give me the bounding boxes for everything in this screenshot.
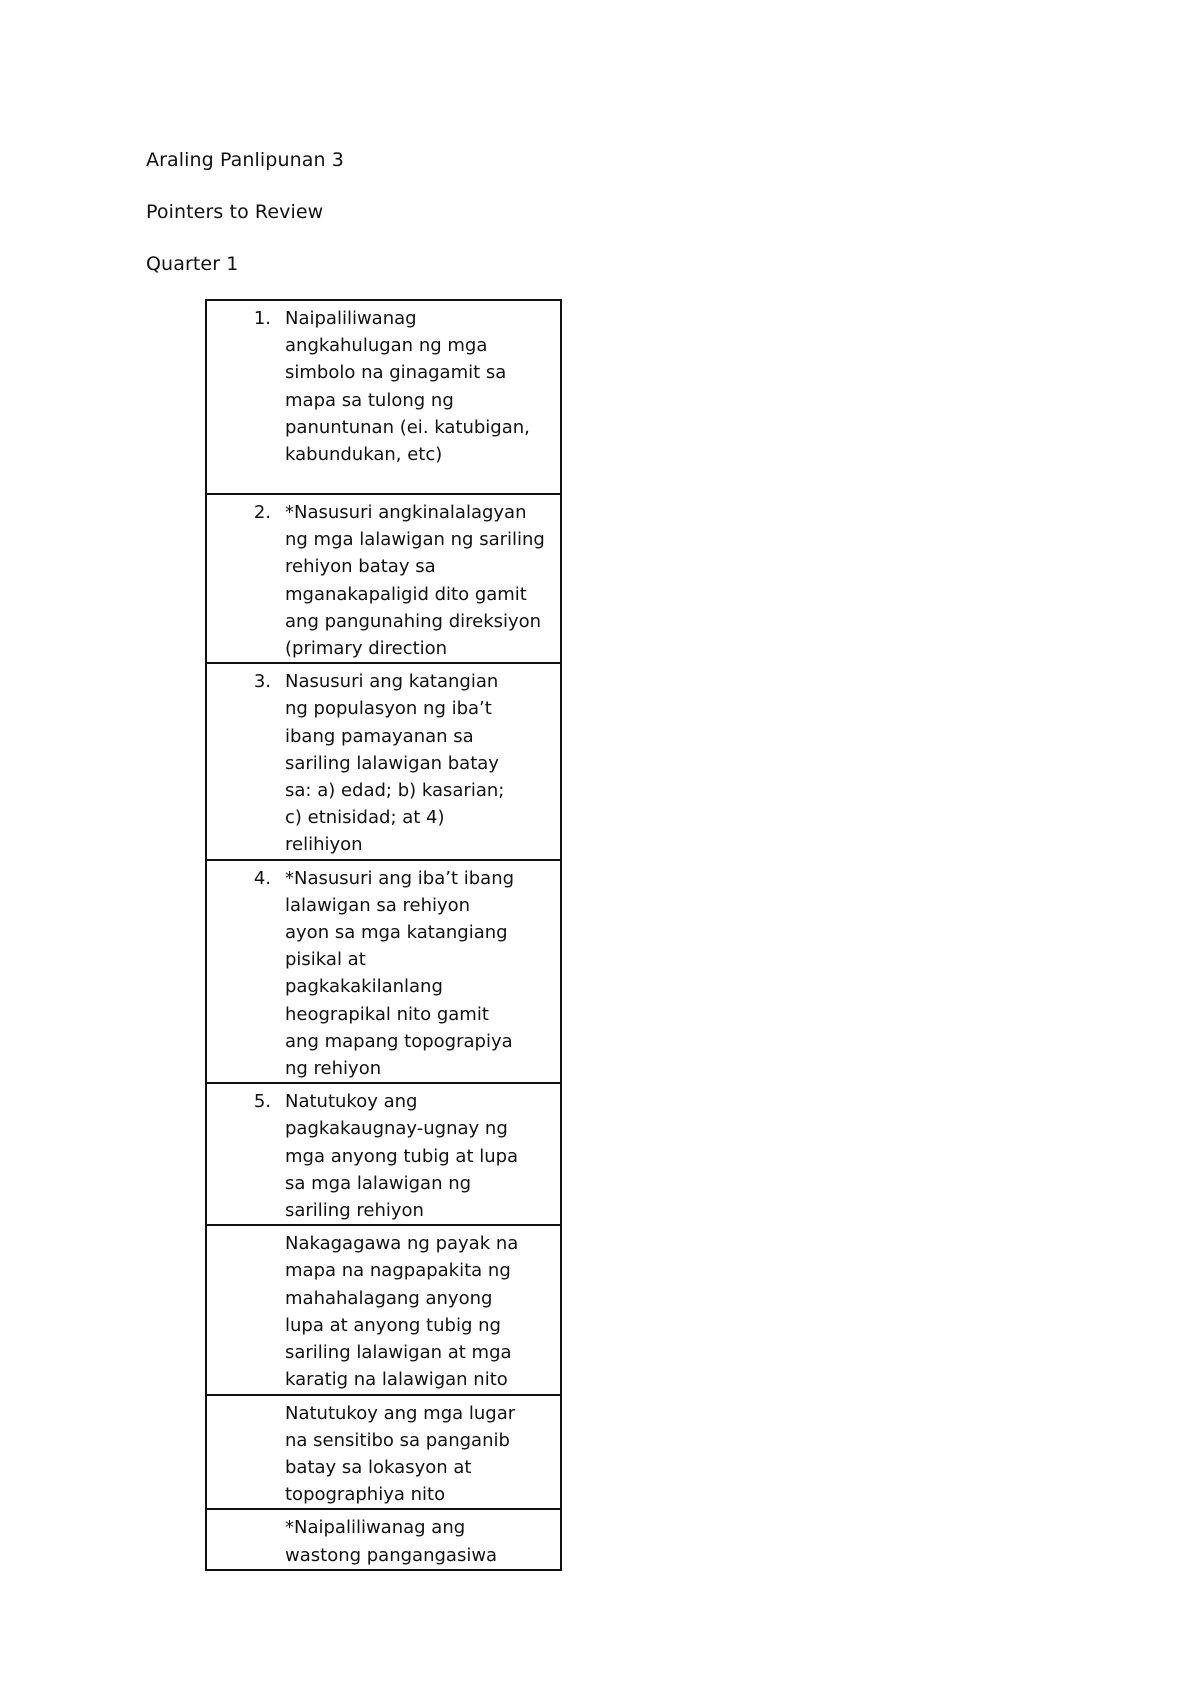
table-row [206, 1395, 561, 1510]
table-row [206, 1083, 561, 1225]
row-number: 2. [253, 502, 271, 523]
table-row [206, 860, 561, 1084]
review-pointers-table [205, 299, 562, 1571]
row-text: *Nasusuri ang iba’t ibang lalawigan sa rehiyon ayon sa mga katangiang pisikal at pagkakakilanlang heograpikal nito gamit ang mapang topograpiya ng rehiyon [285, 867, 515, 1080]
table-cell [206, 860, 561, 1084]
table-row [206, 1509, 561, 1569]
row-number [207, 1514, 285, 1568]
row-number [207, 1230, 285, 1393]
row-text: Natutukoy ang mga lugar na sensitibo sa panganib batay sa lokasyon at topographiya nito [285, 1402, 516, 1506]
table-row [206, 494, 561, 663]
table-row [206, 300, 561, 494]
row-text: Nakagagawa ng payak na mapa na nagpapakita ng mahahalagang anyong lupa at anyong tubig ng sariling lalawigan at mga karatig na lalawigan nito [285, 1233, 519, 1391]
row-text: Natutukoy ang pagkakaugnay-ugnay ng mga anyong tubig at lupa sa mga lalawigan ng sariling rehiyon [285, 1091, 519, 1222]
row-text: *Naipaliliwanag ang wastong pangangasiwa [285, 1517, 498, 1566]
row-number: 5. [253, 1091, 271, 1113]
row-text: Nasusuri ang katangian ng populasyon ng iba’t ibang pamayanan sa sariling lalawigan batay sa: a) edad; b) kasarian; c) etnisidad; at 4) relihiyon [285, 671, 505, 856]
document-title: Araling Panlipunan 3 [146, 149, 344, 171]
table-cell [206, 1083, 561, 1225]
quarter-label: Quarter 1 [146, 253, 239, 275]
row-text: *Nasusuri angkinalalagyan ng mga lalawigan ng sariling rehiyon batay sa mganakapaligid dito gamit ang pangunahing direksiyon (primary direction [285, 502, 545, 660]
row-number: 1. [253, 308, 271, 329]
row-number: 3. [253, 671, 271, 693]
row-number: 4. [253, 867, 271, 889]
row-text: Naipaliliwanag angkahulugan ng mga simbolo na ginagamit sa mapa sa tulong ng panuntunan (ei. katubigan, kabundukan, etc) [285, 308, 530, 466]
table-cell [206, 1395, 561, 1510]
table-cell [206, 300, 561, 494]
document-subtitle: Pointers to Review [146, 201, 324, 223]
table-row [206, 1225, 561, 1394]
table-cell [206, 663, 561, 859]
table-row [206, 663, 561, 859]
table-cell [206, 494, 561, 663]
table-cell [206, 1509, 561, 1569]
row-number [207, 1400, 285, 1509]
table-cell [206, 1225, 561, 1394]
